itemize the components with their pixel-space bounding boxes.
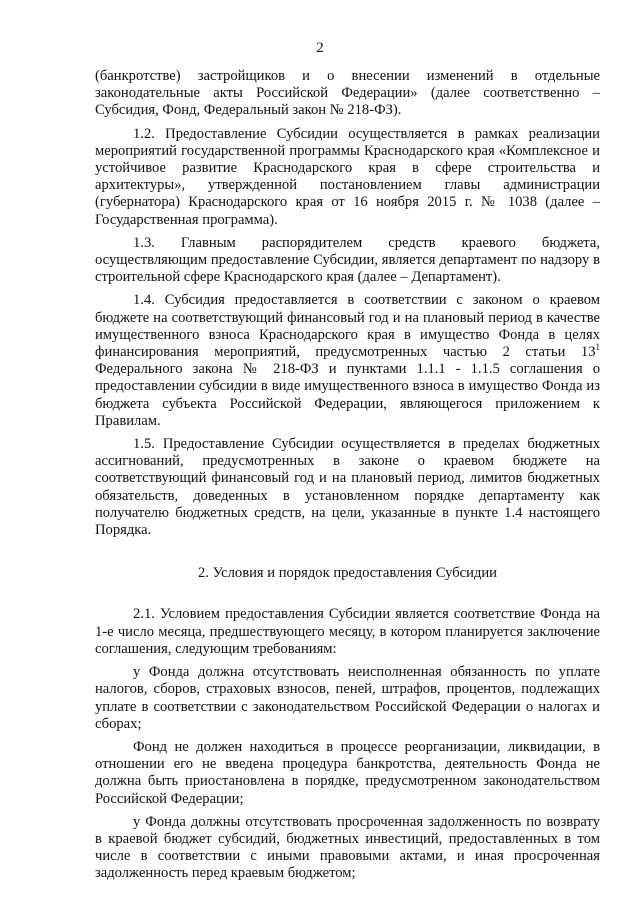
paragraph-1-4-text-a: 1.4. Субсидия предоставляется в соответствии с законом о краевом бюджете на соответствующий финансовый год и на плановый период в качестве имущественного взноса Краснодарского края в имущество Фонда в целях финансирования мероприятий, предусмотренных частью 2 статьи 13	[95, 292, 600, 361]
paragraph-1-2: 1.2. Предоставление Субсидии осуществляется в рамках реализации мероприятий государственной программы Краснодарского края «Комплексное и устойчивое развитие Краснодарского края в сфере строительства и архитектуры», утвержденной постановлением главы администрации (губернатора) Краснодарского края от 16 ноября 2015 г. № 1038 (далее – Государственная программа).	[95, 125, 600, 228]
requirement-debt: у Фонда должны отсутствовать просроченная задолженность по возврату в краевой бюджет субсидий, бюджетных инвестиций, предоставленных в том числе в соответствии с иными правовыми актами, и иная просроченная задолженность перед краевым бюджетом;	[95, 813, 600, 882]
document-body	[95, 68, 600, 889]
paragraph-1-5: 1.5. Предоставление Субсидии осуществляется в пределах бюджетных ассигнований, предусмотренных в законе о краевом бюджете на соответствующий финансовый год и на плановый период, лимитов бюджетных обязательств, доведенных в установленном порядке департаменту как получателю бюджетных средств, на цели, указанные в пункте 1.4 настоящего Порядка.	[95, 436, 600, 539]
requirement-taxes: у Фонда должна отсутствовать неисполненная обязанность по уплате налогов, сборов, страховых взносов, пеней, штрафов, процентов, подлежащих уплате в соответствии с законодательством Российской Федерации о налогах и сборах;	[95, 664, 600, 732]
paragraph-1-4	[95, 292, 600, 430]
section-heading: 2. Условия и порядок предоставления Субсидии	[198, 565, 497, 582]
paragraph-1-3: 1.3. Главным распорядителем средств краевого бюджета, осуществляющим предоставление Субсидии, является департамент по надзору в строительной сфере Краснодарского края (далее – Департамент).	[95, 234, 600, 286]
paragraph-1-4-text-b: Федерального закона № 218-ФЗ и пунктами 1.1.1 - 1.1.5 соглашения о предоставлении субсидии в виде имущественного взноса в имущество Фонда из бюджета субъекта Российской Федерации, являющегося приложением к Правилам.	[95, 361, 600, 429]
paragraph-2-1: 2.1. Условием предоставления Субсидии является соответствие Фонда на 1-е число месяца, предшествующего месяцу, в котором планируется заключение соглашения, следующим требованиям:	[95, 606, 600, 657]
requirement-reorganization: Фонд не должен находиться в процессе реорганизации, ликвидации, в отношении его не введена процедура банкротства, деятельность Фонда не должна быть приостановлена в порядке, предусмотренном законодательством Российской Федерации;	[95, 738, 600, 807]
paragraph-continuation: (банкротстве) застройщиков и о внесении изменений в отдельные законодательные акты Российской Федерации» (далее соответственно – Субсидия, Фонд, Федеральный закон № 218-ФЗ).	[95, 68, 600, 119]
superscript-footnote: 1	[595, 342, 600, 353]
page-number: 2	[316, 40, 324, 56]
